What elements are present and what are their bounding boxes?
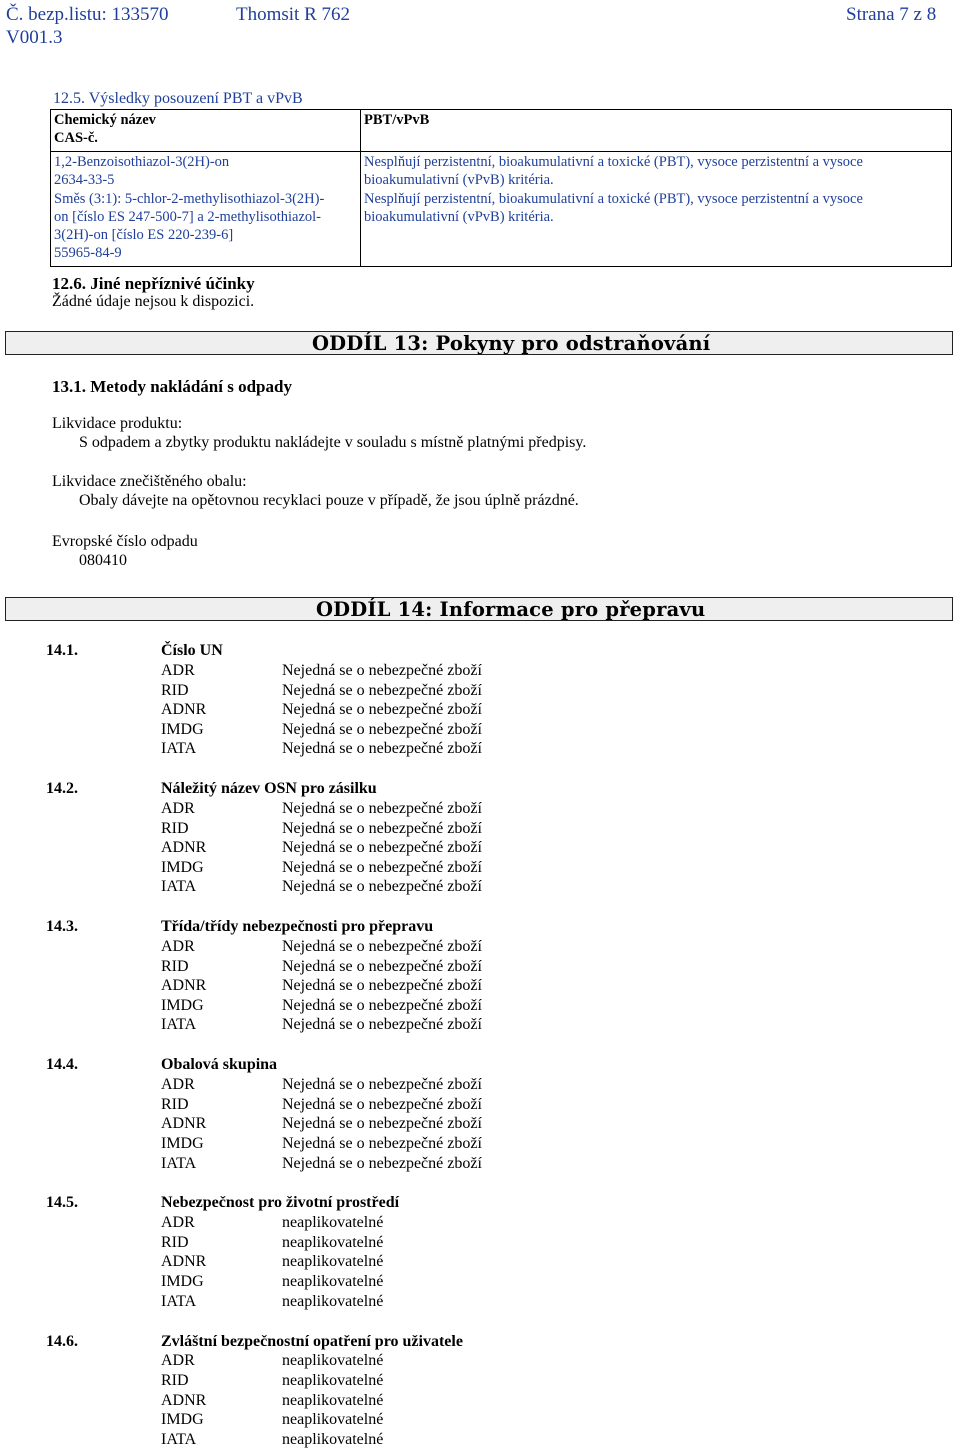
assessment-cell bbox=[361, 189, 952, 267]
transport-mode: ADR bbox=[161, 662, 195, 679]
chemical-line: on [číslo ES 247-500-7] a 2-methylisothiazol- bbox=[54, 209, 321, 225]
transport-mode: RID bbox=[161, 820, 189, 837]
transport-value: Nejedná se o nebezpečné zboží bbox=[282, 1155, 482, 1172]
transport-mode: ADNR bbox=[161, 701, 207, 718]
transport-mode: RID bbox=[161, 682, 189, 699]
product-name: Thomsit R 762 bbox=[236, 4, 351, 25]
group-number: 14.5. bbox=[46, 1194, 78, 1211]
chemical-line: 55965-84-9 bbox=[54, 245, 122, 261]
chemical-line: 1,2-Benzoisothiazol-3(2H)-on bbox=[54, 154, 230, 170]
transport-mode: IATA bbox=[161, 1431, 197, 1448]
transport-mode: IMDG bbox=[161, 1411, 204, 1428]
sheet-number: Č. bezp.listu: 133570 bbox=[6, 4, 169, 25]
transport-value: Nejedná se o nebezpečné zboží bbox=[282, 859, 482, 876]
transport-value: Nejedná se o nebezpečné zboží bbox=[282, 1115, 482, 1132]
transport-value: Nejedná se o nebezpečné zboží bbox=[282, 820, 482, 837]
transport-mode: IATA bbox=[161, 878, 197, 895]
transport-mode: ADNR bbox=[161, 1115, 207, 1132]
chemical-line: Směs (3:1): 5-chlor-2-methylisothiazol-3(2H)- bbox=[54, 191, 325, 207]
transport-mode: IMDG bbox=[161, 721, 204, 738]
group-title: Číslo UN bbox=[161, 642, 223, 659]
header-pbt-label: PBT/vPvB bbox=[364, 112, 430, 128]
transport-value: neaplikovatelné bbox=[282, 1273, 384, 1290]
section-12-6-title: 12.6. Jiné nepříznivé účinky bbox=[52, 274, 255, 293]
packaging-disposal-label: Likvidace znečištěného obalu: bbox=[52, 473, 247, 490]
section-13-1-title: 13.1. Metody nakládání s odpady bbox=[52, 377, 292, 396]
transport-mode: ADNR bbox=[161, 1253, 207, 1270]
table-row bbox=[51, 189, 952, 267]
transport-value: neaplikovatelné bbox=[282, 1214, 384, 1231]
transport-mode: ADNR bbox=[161, 977, 207, 994]
chemical-cell bbox=[51, 152, 361, 190]
transport-mode: ADNR bbox=[161, 1392, 207, 1409]
header-cas: CAS-č. bbox=[54, 130, 98, 146]
transport-value: Nejedná se o nebezpečné zboží bbox=[282, 1016, 482, 1033]
table-row bbox=[51, 152, 952, 190]
transport-value: Nejedná se o nebezpečné zboží bbox=[282, 839, 482, 856]
col-header-pbt bbox=[361, 110, 952, 152]
transport-value: neaplikovatelné bbox=[282, 1431, 384, 1448]
transport-mode: IATA bbox=[161, 1016, 197, 1033]
transport-value: neaplikovatelné bbox=[282, 1352, 384, 1369]
section-13-title: ODDÍL 13: Pokyny pro odstraňování bbox=[312, 332, 711, 355]
transport-mode: IMDG bbox=[161, 997, 204, 1014]
transport-mode: RID bbox=[161, 1096, 189, 1113]
group-number: 14.4. bbox=[46, 1056, 78, 1073]
transport-value: Nejedná se o nebezpečné zboží bbox=[282, 1096, 482, 1113]
transport-value: Nejedná se o nebezpečné zboží bbox=[282, 938, 482, 955]
transport-value: Nejedná se o nebezpečné zboží bbox=[282, 740, 482, 757]
assessment-line: Nesplňují perzistentní, bioakumulativní a toxické (PBT), vysoce perzistentní a vysoce bbox=[364, 154, 863, 170]
pbt-table bbox=[50, 109, 952, 267]
assessment-cell bbox=[361, 152, 952, 190]
transport-value: Nejedná se o nebezpečné zboží bbox=[282, 997, 482, 1014]
product-disposal-text: S odpadem a zbytky produktu nakládejte v souladu s místně platnými předpisy. bbox=[79, 434, 587, 451]
transport-mode: IMDG bbox=[161, 1273, 204, 1290]
page-number: Strana 7 z 8 bbox=[846, 4, 937, 25]
transport-value: Nejedná se o nebezpečné zboží bbox=[282, 682, 482, 699]
group-title: Zvláštní bezpečnostní opatření pro uživatele bbox=[161, 1333, 463, 1350]
version: V001.3 bbox=[6, 27, 63, 48]
table-header-row bbox=[51, 110, 952, 152]
waste-code-label: Evropské číslo odpadu bbox=[52, 533, 198, 550]
transport-value: neaplikovatelné bbox=[282, 1372, 384, 1389]
transport-mode: IMDG bbox=[161, 1135, 204, 1152]
group-number: 14.3. bbox=[46, 918, 78, 935]
transport-value: neaplikovatelné bbox=[282, 1234, 384, 1251]
transport-value: neaplikovatelné bbox=[282, 1253, 384, 1270]
col-header-chemical bbox=[51, 110, 361, 152]
transport-mode: ADR bbox=[161, 1352, 195, 1369]
transport-value: Nejedná se o nebezpečné zboží bbox=[282, 662, 482, 679]
transport-mode: RID bbox=[161, 1372, 189, 1389]
transport-mode: ADR bbox=[161, 938, 195, 955]
transport-value: Nejedná se o nebezpečné zboží bbox=[282, 1076, 482, 1093]
transport-mode: ADR bbox=[161, 1076, 195, 1093]
transport-value: Nejedná se o nebezpečné zboží bbox=[282, 878, 482, 895]
group-title: Obalová skupina bbox=[161, 1056, 278, 1073]
group-title: Náležitý název OSN pro zásilku bbox=[161, 780, 377, 797]
transport-mode: RID bbox=[161, 958, 189, 975]
transport-mode: IATA bbox=[161, 1155, 197, 1172]
group-number: 14.1. bbox=[46, 642, 78, 659]
transport-mode: IATA bbox=[161, 740, 197, 757]
transport-value: Nejedná se o nebezpečné zboží bbox=[282, 977, 482, 994]
transport-mode: IMDG bbox=[161, 859, 204, 876]
product-disposal-label: Likvidace produktu: bbox=[52, 415, 183, 432]
transport-value: Nejedná se o nebezpečné zboží bbox=[282, 701, 482, 718]
transport-value: Nejedná se o nebezpečné zboží bbox=[282, 958, 482, 975]
transport-value: neaplikovatelné bbox=[282, 1411, 384, 1428]
chemical-line: 2634-33-5 bbox=[54, 172, 115, 188]
transport-mode: RID bbox=[161, 1234, 189, 1251]
transport-mode: ADR bbox=[161, 1214, 195, 1231]
section-12-5-title: 12.5. Výsledky posouzení PBT a vPvB bbox=[53, 90, 303, 107]
chemical-cell bbox=[51, 189, 361, 267]
packaging-disposal-text: Obaly dávejte na opětovnou recyklaci pouze v případě, že jsou úplně prázdné. bbox=[79, 492, 579, 509]
group-title: Nebezpečnost pro životní prostředí bbox=[161, 1194, 400, 1211]
transport-value: Nejedná se o nebezpečné zboží bbox=[282, 800, 482, 817]
assessment-line: bioakumulativní (vPvB) kritéria. bbox=[364, 209, 554, 225]
group-title: Třída/třídy nebezpečnosti pro přepravu bbox=[161, 918, 434, 935]
transport-mode: IATA bbox=[161, 1293, 197, 1310]
transport-value: Nejedná se o nebezpečné zboží bbox=[282, 1135, 482, 1152]
transport-value: neaplikovatelné bbox=[282, 1392, 384, 1409]
transport-value: neaplikovatelné bbox=[282, 1293, 384, 1310]
group-number: 14.2. bbox=[46, 780, 78, 797]
transport-mode: ADR bbox=[161, 800, 195, 817]
assessment-line: Nesplňují perzistentní, bioakumulativní a toxické (PBT), vysoce perzistentní a vysoce bbox=[364, 191, 863, 207]
section-12-6-text: Žádné údaje nejsou k dispozici. bbox=[52, 293, 255, 310]
transport-value: Nejedná se o nebezpečné zboží bbox=[282, 721, 482, 738]
assessment-line: bioakumulativní (vPvB) kritéria. bbox=[364, 172, 554, 188]
transport-mode: ADNR bbox=[161, 839, 207, 856]
chemical-line: 3(2H)-on [číslo ES 220-239-6] bbox=[54, 227, 234, 243]
header-chemical-name: Chemický název bbox=[54, 112, 156, 128]
section-14-title: ODDÍL 14: Informace pro přepravu bbox=[316, 598, 706, 621]
group-number: 14.6. bbox=[46, 1333, 78, 1350]
waste-code: 080410 bbox=[79, 552, 127, 569]
